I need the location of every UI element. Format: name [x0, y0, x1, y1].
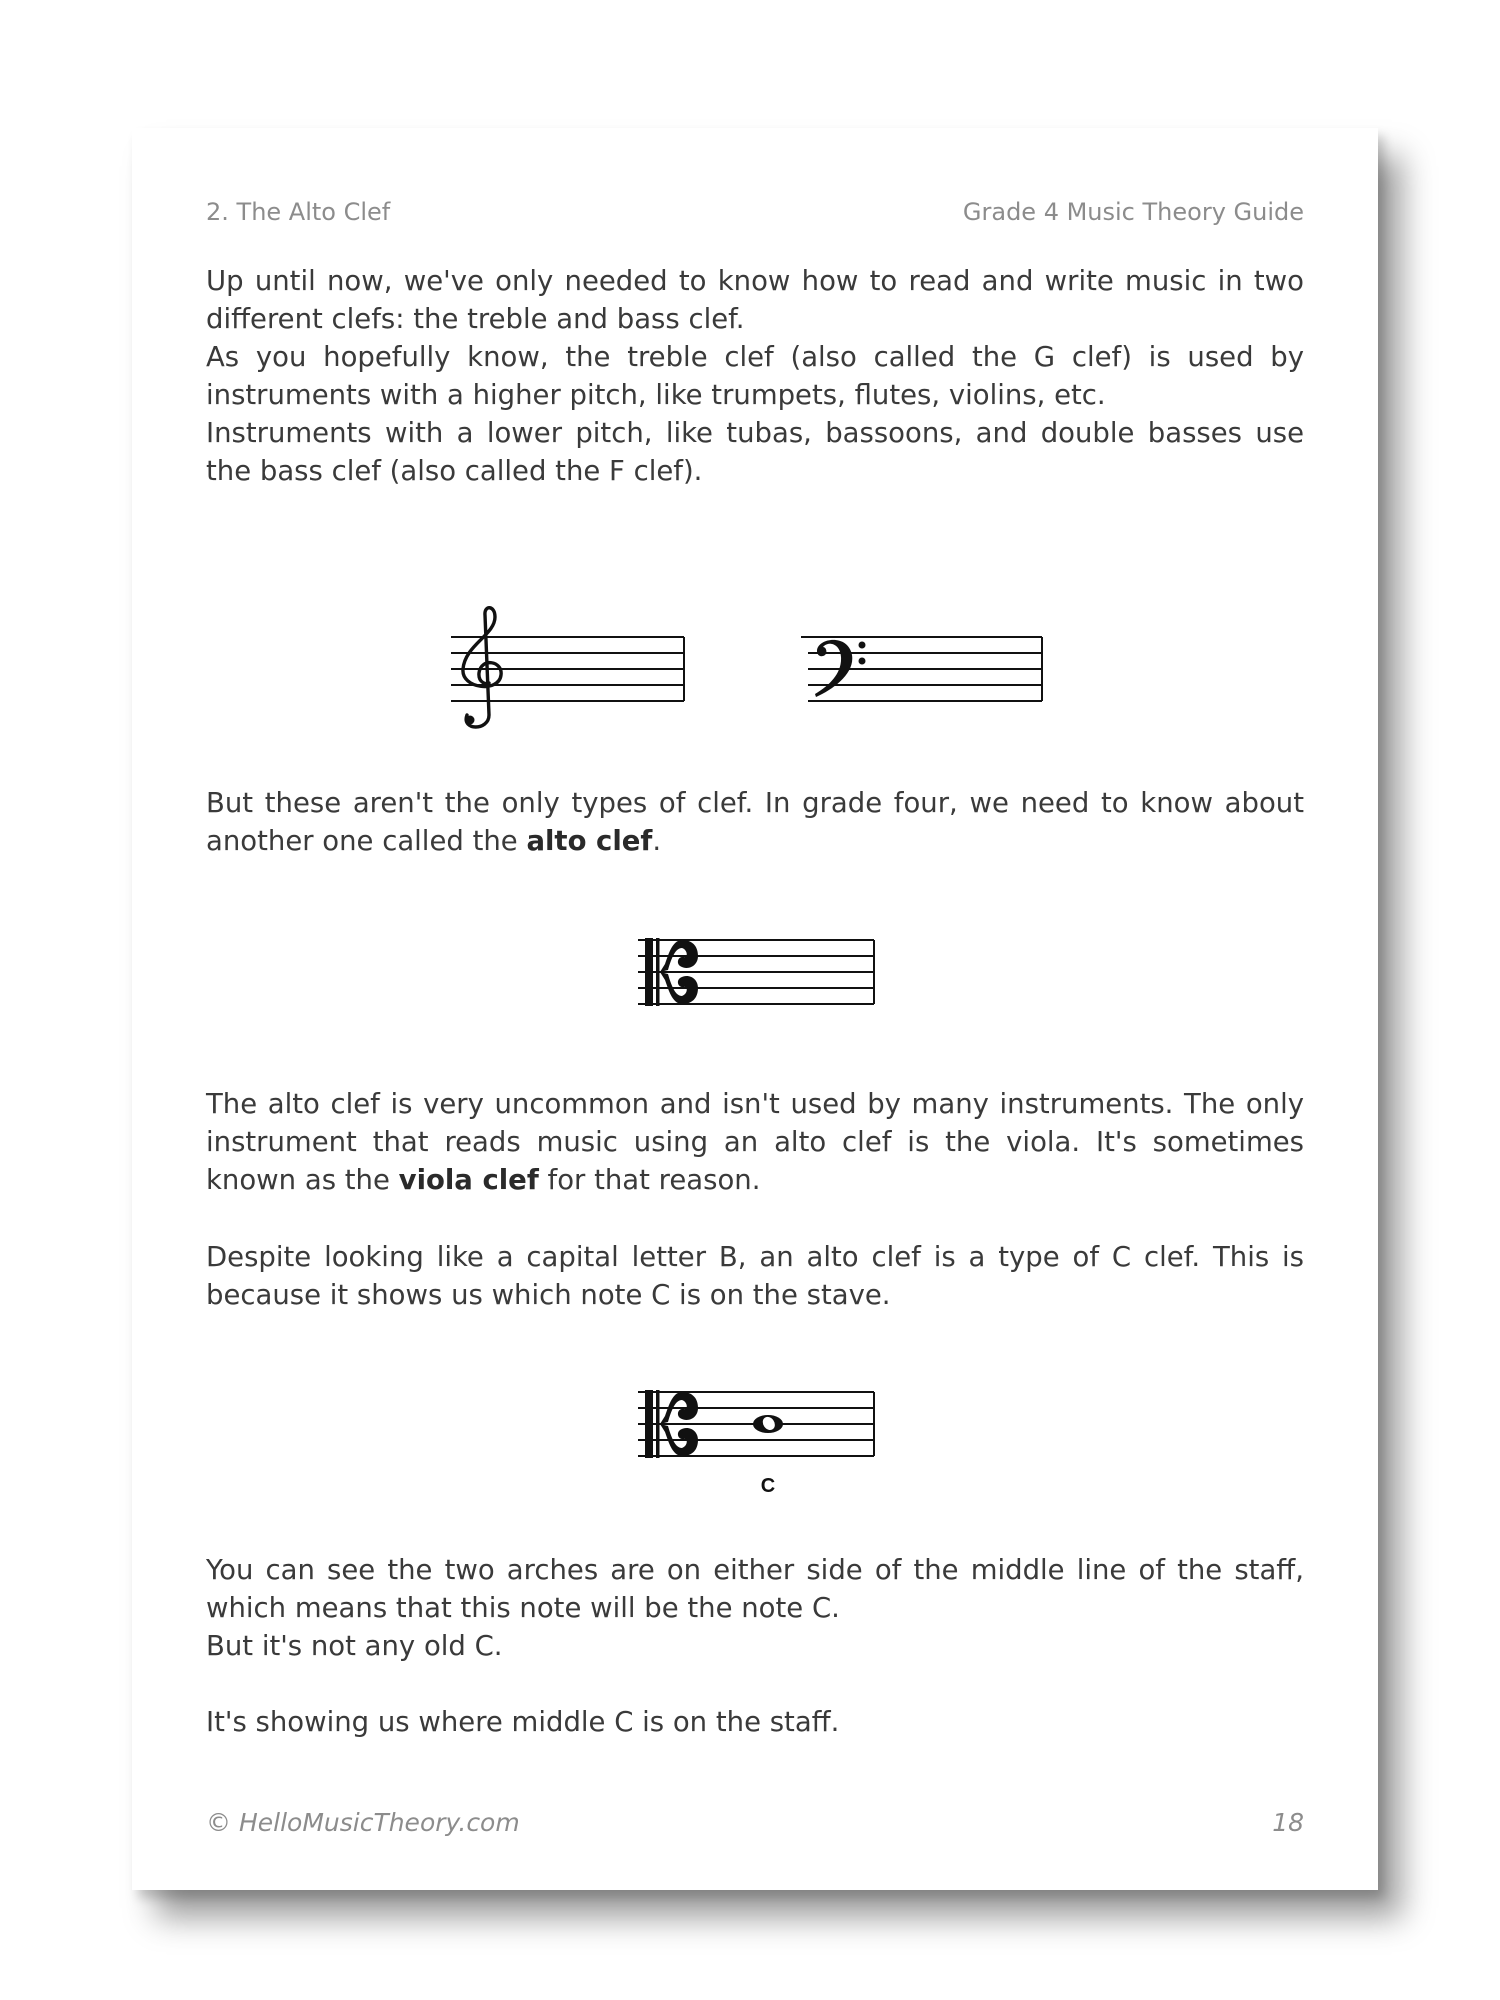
bass-clef-figure	[808, 603, 1048, 741]
paragraph-other-clefs	[206, 784, 1304, 860]
term-viola-clef: viola clef	[398, 1164, 539, 1196]
paragraph-viola	[206, 1085, 1304, 1199]
paragraph-c-clef: Despite looking like a capital letter B, an alto clef is a type of C clef. This is because it shows us which note C is on the stave.	[206, 1241, 1304, 1311]
treble-clef-icon	[463, 608, 501, 727]
book-title: Grade 4 Music Theory Guide	[962, 198, 1304, 226]
paragraph-viola-end: for that reason.	[538, 1164, 761, 1196]
document-page	[132, 128, 1378, 1890]
paragraph-bass-clef: Instruments with a lower pitch, like tubas, bassoons, and double basses use the bass clef (also called the F clef).	[206, 417, 1304, 487]
note-label: C	[760, 1475, 776, 1497]
paragraph-treble-clef: As you hopefully know, the treble clef (also called the G clef) is used by instruments with a higher pitch, like trumpets, flutes, violins, etc.	[206, 341, 1304, 411]
paragraph-viola-text: The alto clef is very uncommon and isn't used by many instruments. The only instrument that reads music using an alto clef is the viola. It's sometimes known as the	[206, 1088, 1304, 1196]
paragraph-other-clefs-end: .	[652, 825, 662, 857]
page-footer	[206, 1808, 1304, 1837]
term-alto-clef: alto clef	[526, 825, 653, 857]
page-number: 18	[1272, 1808, 1304, 1837]
paragraph-arches: You can see the two arches are on either side of the middle line of the staff, which means that this note will be the note C.	[206, 1554, 1304, 1624]
copyright-text: © HelloMusicTheory.com	[206, 1808, 520, 1837]
page-content	[206, 128, 1304, 1890]
alto-clef-figure	[638, 926, 883, 1016]
chapter-title: 2. The Alto Clef	[206, 198, 391, 226]
alto-clef-middle-c-figure	[638, 1378, 883, 1498]
whole-note-middle-c	[753, 1415, 783, 1433]
running-header	[206, 198, 1304, 226]
paragraph-other-clefs-text: But these aren't the only types of clef. In grade four, we need to know about another one called the	[206, 787, 1304, 857]
paragraph-old-c: But it's not any old C.	[206, 1630, 503, 1662]
treble-bass-clef-figure	[451, 603, 821, 741]
paragraph-middle-c: It's showing us where middle C is on the staff.	[206, 1706, 840, 1738]
paragraph-intro: Up until now, we've only needed to know how to read and write music in two different clefs: the treble and bass clef.	[206, 265, 1304, 335]
